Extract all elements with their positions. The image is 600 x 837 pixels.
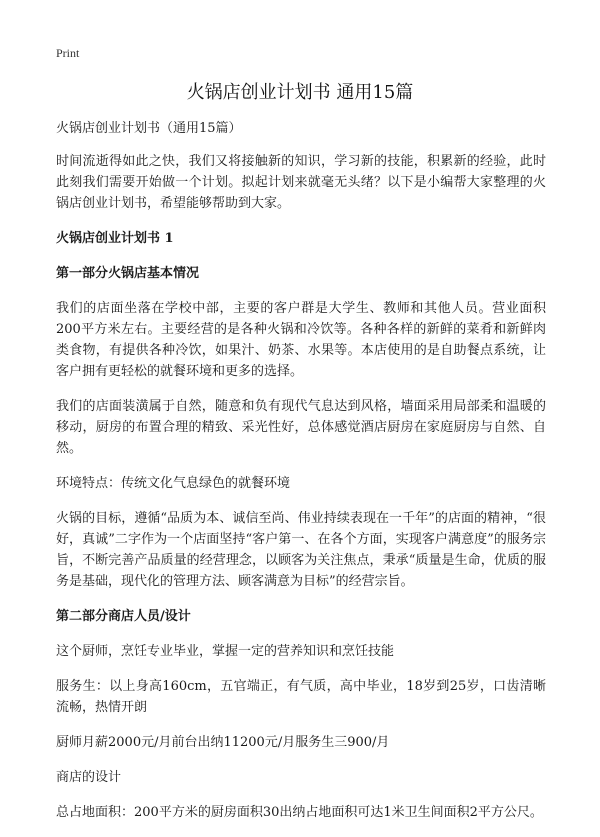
intro-paragraph: 时间流逝得如此之快，我们又将接触新的知识，学习新的技能，积累新的经验，此时此刻我们需要开始做一个计划。拟起计划来就毫无头绪？以下是小编帮大家整理的火锅店创业计划书，希望能够帮助到大家。 (56, 154, 546, 211)
part1-paragraph-2: 我们的店面装潢属于自然，随意和负有现代气息达到风格，墙面采用局部柔和温暖的移动，厨房的布置合理的精致、采光性好，总体感觉酒店厨房在家庭厨房与自然、自然。 (56, 399, 546, 456)
page-title: 火锅店创业计划书 通用15篇 (186, 82, 414, 103)
goal-paragraph: 火锅的目标，遵循“品质为本、诚信至尚、伟业持续表现在一千年”的店面的精神，“很好，真诚”二字作为一个店面坚持“客户第一、在各个方面，实现客户满意度”的服务宗旨，不断完善产品质量的经营理念，以顾客为关注焦点，秉承“质量是生命，优质的服务是基础，现代化的管理方法、顾客满意为目标”的经营宗旨。 (56, 511, 546, 589)
part1-heading: 第一部分火锅店基本情况 (56, 266, 200, 281)
environment-paragraph: 环境特点：传统文化气息绿色的就餐环境 (56, 476, 291, 491)
print-link[interactable]: Print (56, 46, 80, 60)
part1-paragraph-1: 我们的店面坐落在学校中部，主要的客户群是大学生、教师和其他人员。营业面积200平方米左右。主要经营的是各种火锅和冷饮等。各种各样的新鲜的菜肴和新鲜肉类食物，有提供各种冷饮，如果汁、奶茶、水果等。本店使用的是自助餐点系统，让客户拥有更轻松的就餐环境和更多的选择。 (56, 301, 546, 379)
waiter-paragraph: 服务生：以上身高160cm，五官端正，有气质，高中毕业，18岁到25岁，口齿清晰流畅，热情开朗 (56, 679, 546, 715)
document-subtitle: 火锅店创业计划书（通用15篇） (56, 121, 242, 136)
chef-paragraph: 这个厨师，烹饪专业毕业，掌握一定的营养知识和烹饪技能 (56, 644, 395, 659)
section-heading: 火锅店创业计划书 1 (56, 231, 174, 246)
part2-heading: 第二部分商店人员/设计 (56, 609, 191, 624)
design-label: 商店的设计 (56, 770, 122, 785)
salary-paragraph: 厨师月薪2000元/月前台出纳11200元/月服务生三900/月 (56, 735, 390, 750)
document-body (56, 118, 546, 837)
area-paragraph: 总占地面积：200平方米的厨房面积30出纳占地面积可达1米卫生间面积2平方公尺。 (56, 805, 543, 820)
